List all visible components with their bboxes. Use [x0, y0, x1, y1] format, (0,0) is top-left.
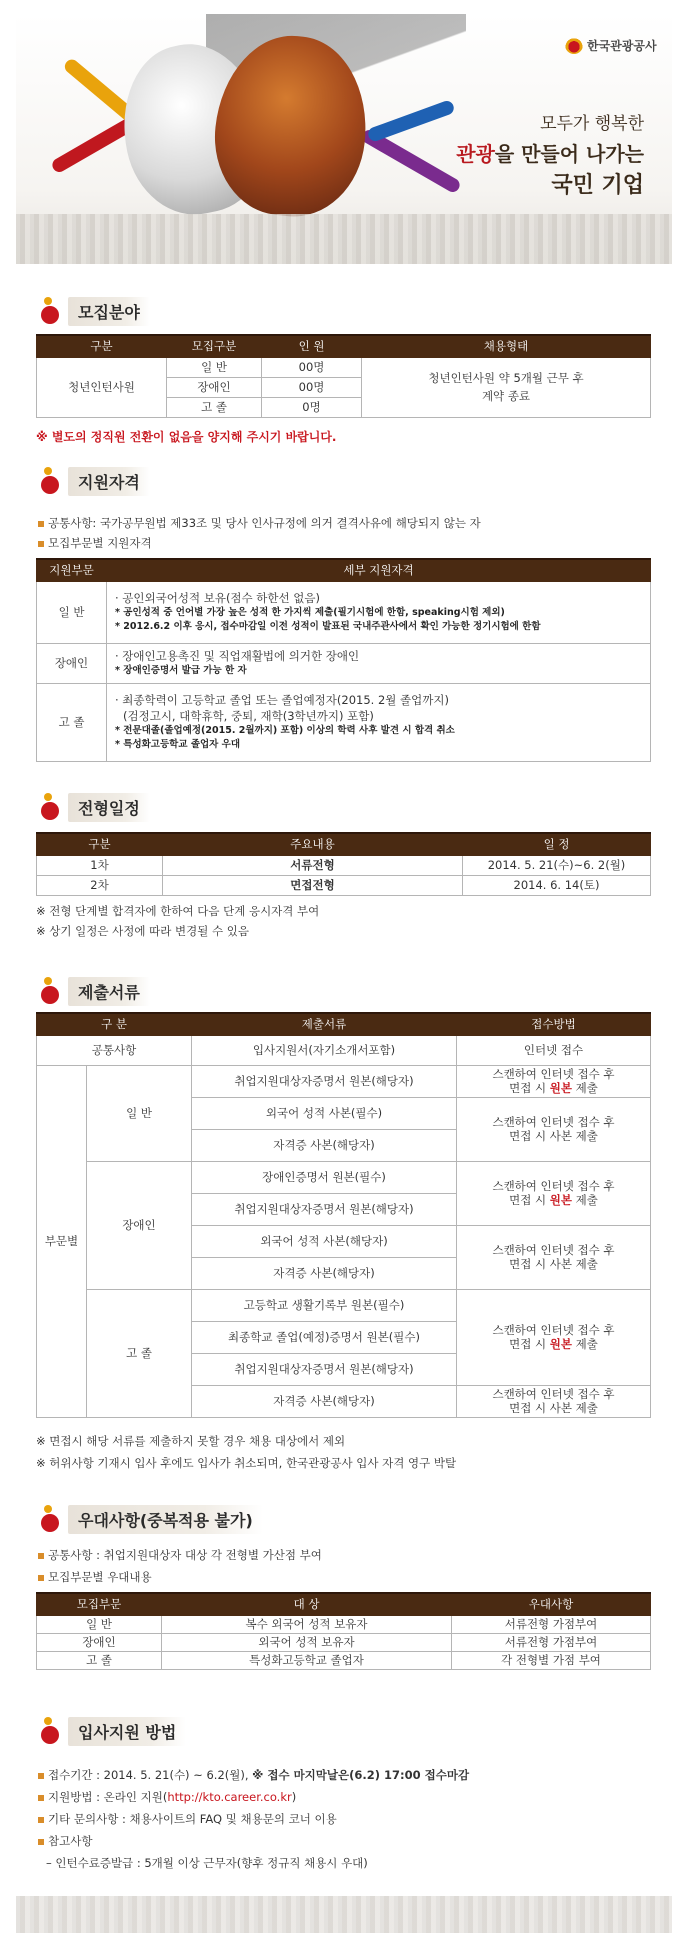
documents-group-name: 장애인 — [87, 1161, 192, 1289]
section-apply-title: 입사지원 방법 — [38, 1716, 186, 1746]
col-header: 주요내용 — [163, 833, 463, 855]
preference-target: 외국어 성적 보유자 — [162, 1633, 452, 1651]
header-banner — [16, 14, 672, 264]
preference-target: 복수 외국어 성적 보유자 — [162, 1615, 452, 1633]
document-item: 장애인증명서 원본(필수) — [192, 1161, 457, 1193]
document-method: 스캔하여 인터넷 접수 후 면접 시 사본 제출 — [457, 1385, 651, 1417]
dept-cell: 일 반 — [37, 581, 107, 643]
logo-icon — [565, 36, 583, 54]
section-icon — [38, 1505, 62, 1533]
bullet-icon — [38, 1773, 44, 1779]
documents-group-label: 부문별 — [37, 1065, 87, 1417]
documents-common-doc: 입사지원서(자기소개서포함) — [192, 1035, 457, 1065]
apply-reference-detail: – 인턴수료증발급 : 5개월 이상 근무자(향후 정규직 채용시 우대) — [46, 1856, 368, 1870]
schedule-step: 2차 — [37, 875, 163, 895]
col-header: 우대사항 — [452, 1593, 651, 1615]
document-method: 스캔하여 인터넷 접수 후 면접 시 사본 제출 — [457, 1097, 651, 1161]
recruit-table — [36, 334, 651, 418]
qualification-detail: · 장애인고용촉진 및 직업재활법에 의거한 장애인 * 장애인증명서 발급 가능 한 자 — [107, 643, 651, 683]
col-header: 채용형태 — [362, 335, 651, 357]
documents-common-label: 공통사항 — [37, 1035, 192, 1065]
section-schedule-title: 전형일정 — [38, 792, 150, 822]
recruit-type: 장애인 — [167, 377, 262, 397]
section-icon — [38, 467, 62, 495]
col-header: 모집부문 — [37, 1593, 162, 1615]
qualification-common: 공통사항: 국가공무원법 제33조 및 당사 인사규정에 의거 결격사유에 해당되지 않는 자 — [38, 514, 481, 533]
document-item: 취업지원대상자증명서 원본(해당자) — [192, 1353, 457, 1385]
apply-method: 지원방법 : 온라인 지원(http://kto.career.co.kr) — [38, 1788, 296, 1807]
preference-benefit: 서류전형 가점부여 — [452, 1615, 651, 1633]
col-header: 인 원 — [262, 335, 362, 357]
document-item: 외국어 성적 사본(해당자) — [192, 1225, 457, 1257]
preference-dept: 일 반 — [37, 1615, 162, 1633]
document-item: 취업지원대상자증명서 원본(해당자) — [192, 1193, 457, 1225]
section-icon — [38, 793, 62, 821]
bullet-icon — [38, 1575, 44, 1581]
recruit-type: 일 반 — [167, 357, 262, 377]
document-method: 스캔하여 인터넷 접수 후 면접 시 원본 제출 — [457, 1289, 651, 1385]
dept-cell: 장애인 — [37, 643, 107, 683]
section-qualification-title: 지원자격 — [38, 466, 150, 496]
employment-type: 청년인턴사원 약 5개월 근무 후 계약 종료 — [362, 357, 651, 417]
document-method: 스캔하여 인터넷 접수 후 면접 시 원본 제출 — [457, 1065, 651, 1097]
document-method: 스캔하여 인터넷 접수 후 면접 시 사본 제출 — [457, 1225, 651, 1289]
preference-benefit: 각 전형별 가점 부여 — [452, 1651, 651, 1669]
col-header: 일 정 — [463, 833, 651, 855]
section-preference-title: 우대사항(중복적용 불가) — [38, 1504, 263, 1534]
schedule-date: 2014. 6. 14(토) — [463, 875, 651, 895]
bullet-icon — [38, 521, 44, 527]
career-site-link[interactable]: http://kto.career.co.kr — [167, 1790, 292, 1804]
schedule-note: ※ 상기 일정은 사정에 따라 변경될 수 있음 — [36, 924, 249, 938]
bullet-icon — [38, 1795, 44, 1801]
preference-table — [36, 1592, 651, 1670]
dept-cell: 고 졸 — [37, 683, 107, 761]
recruit-count: 00명 — [262, 377, 362, 397]
qualification-by-dept: 모집부문별 지원자격 — [38, 534, 152, 553]
col-header: 구 분 — [37, 1013, 192, 1035]
apply-period: 접수기간 : 2014. 5. 21(수) ~ 6.2(월), ※ 접수 마지막날은(6.2) 17:00 접수마감 — [38, 1766, 469, 1785]
recruit-count: 00명 — [262, 357, 362, 377]
document-item: 최종학교 졸업(예정)증명서 원본(필수) — [192, 1321, 457, 1353]
documents-group-name: 고 졸 — [87, 1289, 192, 1417]
preference-dept: 장애인 — [37, 1633, 162, 1651]
schedule-content: 서류전형 — [163, 855, 463, 875]
col-header: 제출서류 — [192, 1013, 457, 1035]
preference-benefit: 서류전형 가점부여 — [452, 1633, 651, 1651]
document-item: 고등학교 생활기록부 원본(필수) — [192, 1289, 457, 1321]
schedule-note: ※ 전형 단계별 합격자에 한하여 다음 단계 응시자격 부여 — [36, 904, 320, 918]
document-item: 자격증 사본(해당자) — [192, 1257, 457, 1289]
schedule-table — [36, 832, 651, 896]
preference-dept: 고 졸 — [37, 1651, 162, 1669]
schedule-step: 1차 — [37, 855, 163, 875]
bullet-icon — [38, 1553, 44, 1559]
bullet-icon — [38, 1817, 44, 1823]
preference-by-dept: 모집부문별 우대내용 — [38, 1568, 152, 1587]
col-header: 대 상 — [162, 1593, 452, 1615]
col-header: 접수방법 — [457, 1013, 651, 1035]
documents-common-method: 인터넷 접수 — [457, 1035, 651, 1065]
document-item: 외국어 성적 사본(필수) — [192, 1097, 457, 1129]
slogan-line-2: 관광을 만들어 나가는 — [456, 142, 644, 166]
section-icon — [38, 297, 62, 325]
document-item: 자격증 사본(해당자) — [192, 1129, 457, 1161]
company-logo[interactable] — [565, 36, 657, 54]
recruit-notice: ※ 별도의 정직원 전환이 없음을 양지해 주시기 바랍니다. — [36, 430, 337, 444]
documents-note: ※ 허위사항 기재시 입사 후에도 입사가 취소되며, 한국관광공사 입사 자격 영구 박탈 — [36, 1456, 457, 1470]
section-icon — [38, 1717, 62, 1745]
apply-inquiry: 기타 문의사항 : 채용사이트의 FAQ 및 채용문의 코너 이용 — [38, 1810, 337, 1829]
documents-table — [36, 1012, 651, 1418]
schedule-content: 면접전형 — [163, 875, 463, 895]
slogan-line-3: 국민 기업 — [551, 173, 644, 198]
section-icon — [38, 977, 62, 1005]
logo-text: 한국관광공사 — [587, 38, 657, 53]
documents-group-name: 일 반 — [87, 1065, 192, 1161]
section-recruit-title: 모집분야 — [38, 296, 150, 326]
qualification-detail: · 최종학력이 고등학교 졸업 또는 졸업예정자(2015. 2월 졸업까지) (검정고시, 대학휴학, 중퇴, 재학(3학년까지) 포함) * 전문대졸(졸업예정(2015. 2월까지) 포함) 이상의 학력 사후 발견 시 합격 취소 * 특성화고등학교 졸업자 우대 — [107, 683, 651, 761]
recruit-count: 0명 — [262, 397, 362, 417]
col-header: 모집구분 — [167, 335, 262, 357]
recruit-type: 고 졸 — [167, 397, 262, 417]
bullet-icon — [38, 1839, 44, 1845]
documents-note: ※ 면접시 해당 서류를 제출하지 못할 경우 채용 대상에서 제외 — [36, 1434, 346, 1448]
col-header: 지원부문 — [37, 559, 107, 581]
section-documents-title: 제출서류 — [38, 976, 150, 1006]
bullet-icon — [38, 541, 44, 547]
document-item: 자격증 사본(해당자) — [192, 1385, 457, 1417]
document-item: 취업지원대상자증명서 원본(해당자) — [192, 1065, 457, 1097]
wall-pattern — [16, 214, 672, 264]
col-header: 구분 — [37, 833, 163, 855]
preference-target: 특성화고등학교 졸업자 — [162, 1651, 452, 1669]
col-header: 구분 — [37, 335, 167, 357]
slogan — [456, 110, 644, 202]
document-method: 스캔하여 인터넷 접수 후 면접 시 원본 제출 — [457, 1161, 651, 1225]
col-header: 세부 지원자격 — [107, 559, 651, 581]
recruit-category: 청년인턴사원 — [37, 357, 167, 417]
footer-pattern — [16, 1896, 672, 1933]
qualification-table — [36, 558, 651, 762]
preference-common: 공통사항 : 취업지원대상자 대상 각 전형별 가산점 부여 — [38, 1546, 322, 1565]
ribbon-decoration — [366, 99, 455, 143]
qualification-detail: · 공인외국어성적 보유(점수 하한선 없음) * 공인성적 중 언어별 가장 높은 성적 한 가지씩 제출(필기시험에 한함, speaking시험 제외) * 2012.6.2 이후 응시, 접수마감일 이전 성적이 발표된 국내주관사에서 확인 가능한 정기시험에 한함 — [107, 581, 651, 643]
slogan-line-1: 모두가 행복한 — [540, 114, 644, 134]
apply-reference: 참고사항 — [38, 1832, 92, 1851]
schedule-date: 2014. 5. 21(수)~6. 2(월) — [463, 855, 651, 875]
